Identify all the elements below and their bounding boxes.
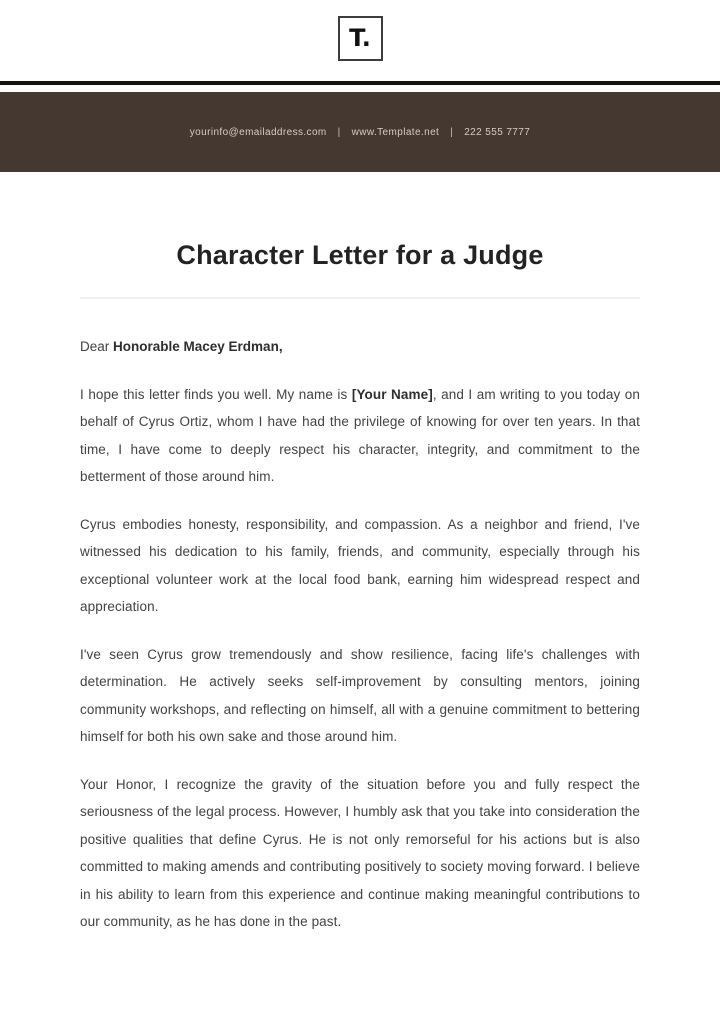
title-divider [80,297,640,299]
brand-logo [338,16,383,61]
salutation-prefix: Dear [80,339,114,354]
contact-email: yourinfo@emailaddress.com [189,126,327,138]
contact-phone: 222 555 7777 [464,126,531,138]
paragraph-4: Your Honor, I recognize the gravity of the situation before you and fully respect the seriousness of the legal process. However, I humbly ask that you take into consideration the positive qualities that define Cyrus. He is not only remorseful for his actions but is also committed to making amends and contributing positively to society moving forward. I believe in his ability to learn from this experience and continue making meaningful contributions to our community, as he has done in the past. [80,776,640,929]
contact-separator-icon: | [450,126,454,138]
paragraph-1-text: I hope this letter finds you well. My name is [80,386,352,402]
letterhead-top [0,0,720,81]
letter-content [0,172,720,936]
letter-title: Character Letter for a Judge [176,240,544,270]
contact-band [0,92,720,172]
contact-separator-icon: | [337,126,341,138]
contact-website: www.Template.net [351,126,440,138]
paragraph-3: I've seen Cyrus grow tremendously and show resilience, facing life's challenges with determination. He actively seeks self-improvement by consulting mentors, joining community workshops, and reflecting on himself, all with a genuine commitment to bettering himself for both his own sake and those around him. [80,646,640,744]
paragraph-1-text-continued: , and I am writing to you today on behalf of Cyrus Ortiz, whom I have had the privilege of knowing for over ten years. In that time, I have come to deeply respect his character, integrity, and commitment to the betterment of those around him. [80,386,640,484]
your-name-placeholder: [Your Name] [351,386,433,402]
brand-logo-text: T. [349,23,371,52]
salutation-recipient-name: Honorable Macey Erdman, [113,339,283,354]
salutation-line [80,333,640,361]
paragraph-2: Cyrus embodies honesty, responsibility, and compassion. As a neighbor and friend, I've witnessed his dedication to his family, friends, and community, especially through his exceptional volunteer work at the local food bank, earning him widespread respect and appreciation. [80,516,640,614]
paragraph-1 [80,381,640,491]
header-rule-gap [0,85,720,92]
